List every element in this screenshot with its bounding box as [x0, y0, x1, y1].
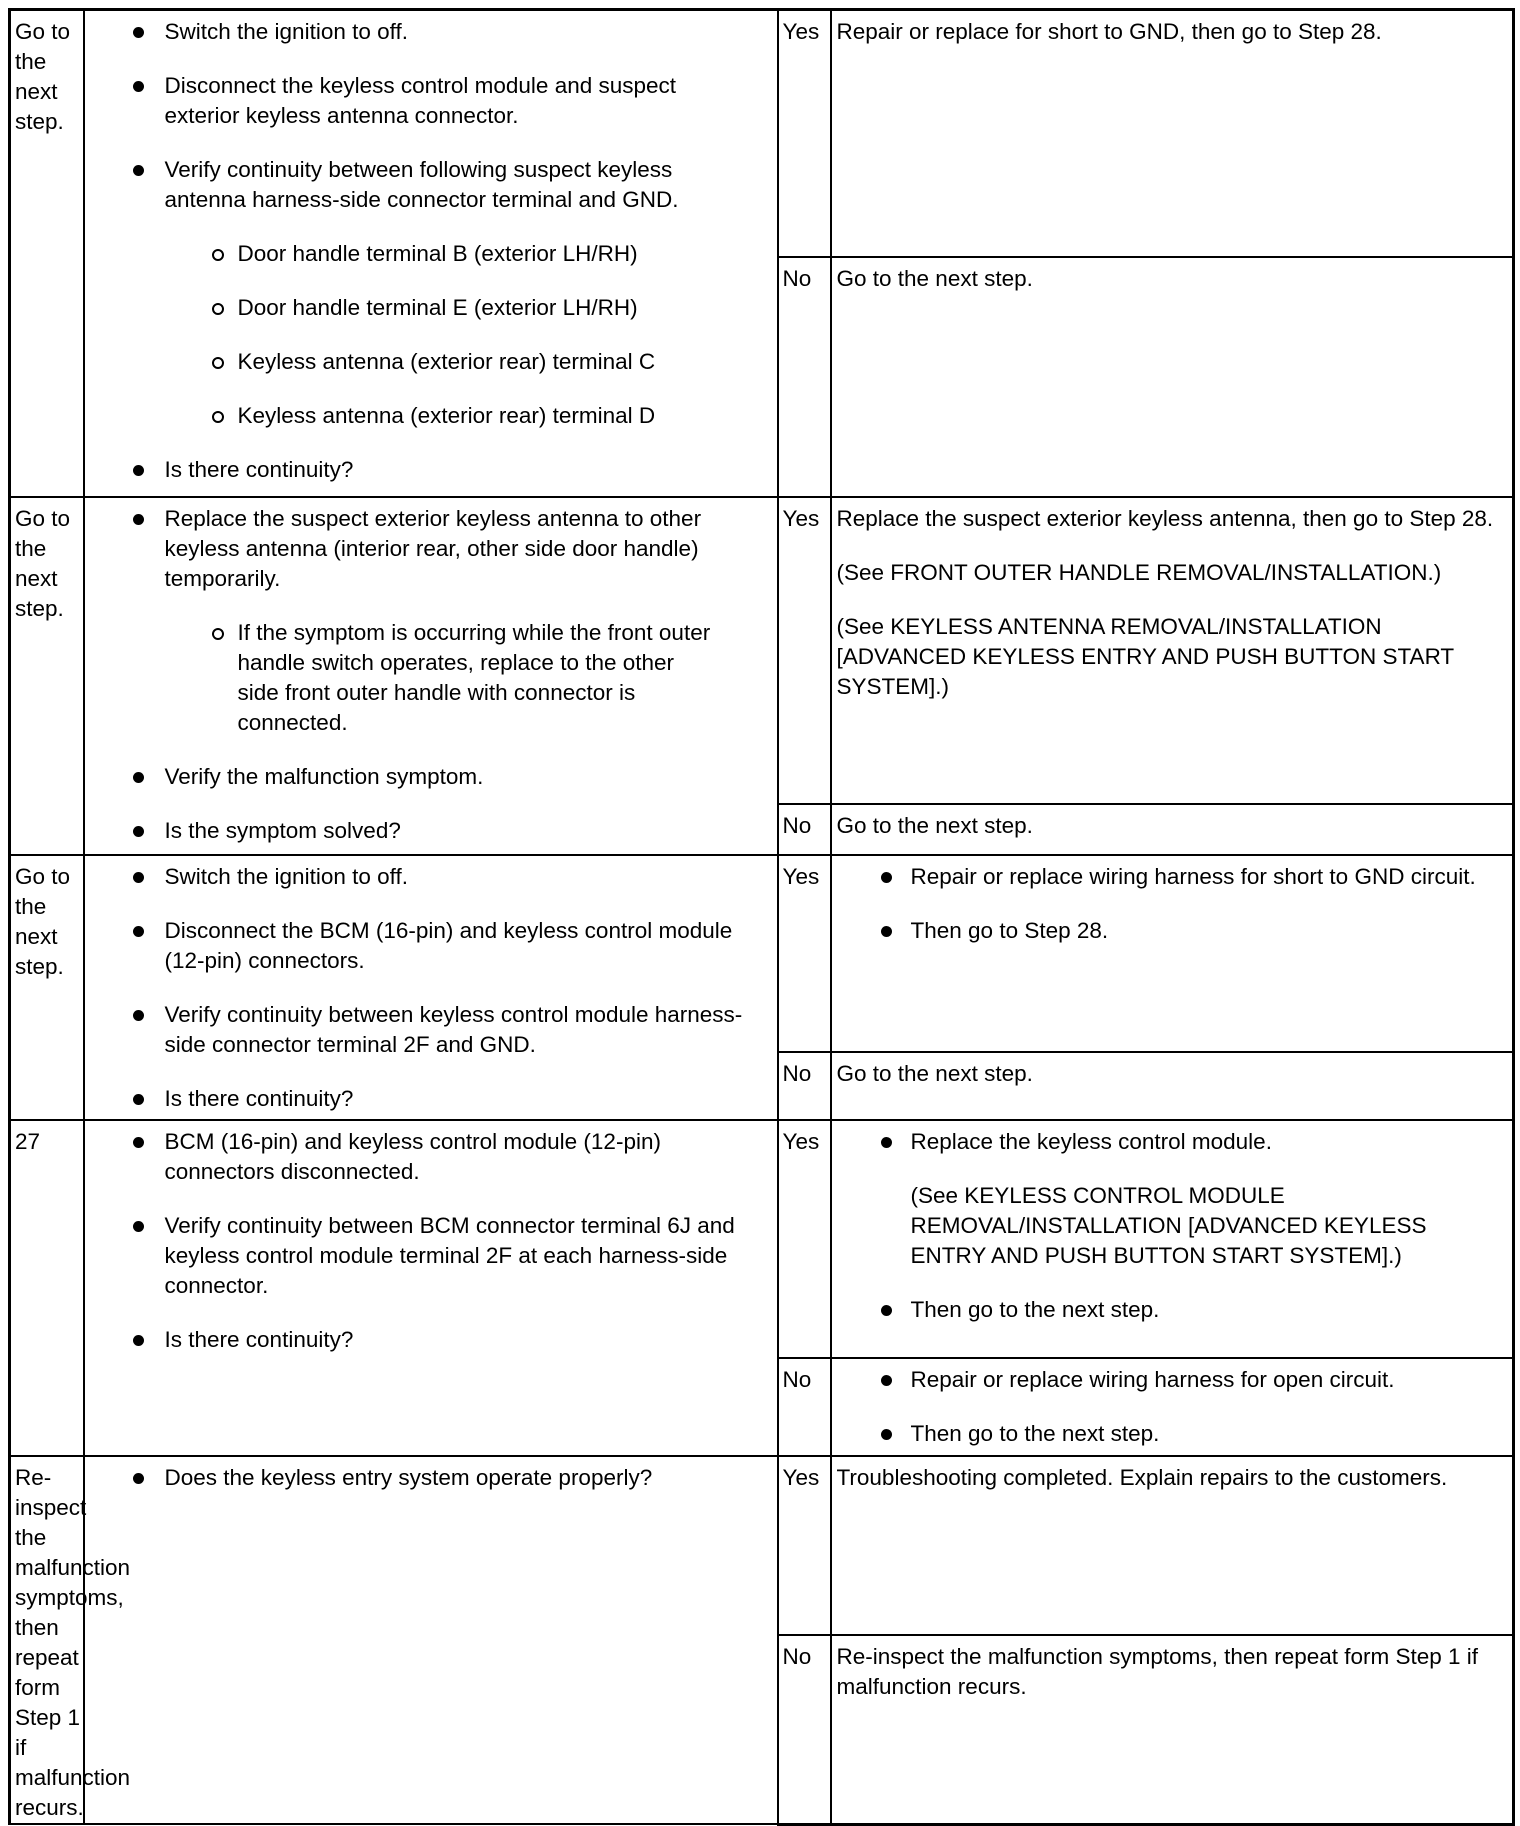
result-item: Replace the keyless control module. (See KEYLESS CONTROL MODULE REMOVAL/INSTALLATION [ADVANCED KEYLESS ENTRY AND PUSH BUTTON START SYSTEM].) [837, 1127, 1505, 1271]
table-row [10, 1456, 1514, 1635]
bullet-icon [133, 826, 144, 837]
yes-label: Yes [778, 1120, 831, 1358]
sub-item: Door handle terminal E (exterior LH/RH) [165, 293, 747, 323]
yes-label: Yes [778, 497, 831, 804]
bullet-icon [133, 1137, 144, 1148]
circle-bullet-icon [212, 357, 224, 369]
bullet-icon [881, 1429, 892, 1440]
step-actions [84, 497, 778, 855]
troubleshooting-table [8, 8, 1515, 1826]
bullet-icon [881, 926, 892, 937]
bullet-icon [133, 1473, 144, 1484]
no-label: No [778, 257, 831, 497]
sub-item: If the symptom is occurring while the front outer handle switch operates, replace to the other side front outer handle with connector is connected. [165, 618, 747, 738]
action-item: Switch the ignition to off. [85, 862, 777, 892]
result-item: Then go to Step 28. [837, 916, 1505, 946]
step-actions [84, 10, 778, 498]
no-label: No [778, 1358, 831, 1456]
bullet-icon [133, 926, 144, 937]
sub-item: Keyless antenna (exterior rear) terminal D [165, 401, 747, 431]
no-result: Go to the next step. [831, 1052, 1514, 1120]
result-item: Repair or replace wiring harness for short to GND circuit. [837, 862, 1505, 892]
action-item: Is there continuity? [85, 1084, 777, 1114]
bullet-icon [881, 872, 892, 883]
bullet-icon [133, 1010, 144, 1021]
action-item: Does the keyless entry system operate properly? [85, 1463, 777, 1493]
yes-result: Troubleshooting completed. Explain repairs to the customers. [831, 1456, 1514, 1635]
step-number: Go to the next step. [10, 10, 84, 498]
table-row [10, 1120, 1514, 1358]
yes-label: Yes [778, 1456, 831, 1635]
action-item: Is the symptom solved? [85, 816, 777, 846]
no-result: Go to the next step. [831, 257, 1514, 497]
action-item: Is there continuity? [85, 455, 777, 485]
step-number: 27 [10, 1120, 84, 1456]
no-label: No [778, 1635, 831, 1824]
circle-bullet-icon [212, 303, 224, 315]
step-number: Go to the next step. [10, 497, 84, 855]
no-label: No [778, 804, 831, 855]
action-item: Verify continuity between keyless control module harness-side connector terminal 2F and GND. [85, 1000, 777, 1060]
table-row [10, 855, 1514, 1052]
step-number: Re-inspect the malfunction symptoms, then repeat form Step 1 if malfunction recurs. [10, 1456, 84, 1824]
no-label: No [778, 1052, 831, 1120]
result-item: Then go to the next step. [837, 1295, 1505, 1325]
yes-result: Replace the suspect exterior keyless antenna, then go to Step 28. (See FRONT OUTER HANDLE REMOVAL/INSTALLATION.) (See KEYLESS ANTENNA REMOVAL/INSTALLATION [ADVANCED KEYLESS ENTRY AND PUSH BUTTON START SYSTEM].) [831, 497, 1514, 804]
bullet-icon [133, 872, 144, 883]
bullet-icon [133, 1094, 144, 1105]
bullet-icon [881, 1137, 892, 1148]
bullet-icon [133, 465, 144, 476]
circle-bullet-icon [212, 411, 224, 423]
table-row [10, 10, 1514, 258]
action-item: BCM (16-pin) and keyless control module (12-pin) connectors disconnected. [85, 1127, 777, 1187]
circle-bullet-icon [212, 628, 224, 640]
bullet-icon [133, 514, 144, 525]
no-result [831, 1358, 1514, 1456]
result-item: Repair or replace wiring harness for open circuit. [837, 1365, 1505, 1395]
bullet-icon [133, 27, 144, 38]
yes-result [831, 855, 1514, 1052]
bullet-icon [133, 81, 144, 92]
yes-result [831, 1120, 1514, 1358]
bullet-icon [133, 165, 144, 176]
action-item: Switch the ignition to off. [85, 17, 777, 47]
circle-bullet-icon [212, 249, 224, 261]
bullet-icon [133, 772, 144, 783]
bullet-icon [133, 1221, 144, 1232]
step-actions [84, 1120, 778, 1456]
action-item: Verify the malfunction symptom. [85, 762, 777, 792]
step-number: Go to the next step. [10, 855, 84, 1120]
step-actions [84, 1456, 778, 1824]
no-result: Re-inspect the malfunction symptoms, then repeat form Step 1 if malfunction recurs. [831, 1635, 1514, 1824]
sub-item: Keyless antenna (exterior rear) terminal C [165, 347, 747, 377]
action-item: Verify continuity between BCM connector terminal 6J and keyless control module terminal 2F at each harness-side connector. [85, 1211, 777, 1301]
step-actions [84, 855, 778, 1120]
result-item: Then go to the next step. [837, 1419, 1505, 1449]
table-row [10, 497, 1514, 804]
action-item: Disconnect the keyless control module and suspect exterior keyless antenna connector. [85, 71, 777, 131]
procedure-document [8, 8, 1512, 1820]
yes-label: Yes [778, 10, 831, 258]
yes-label: Yes [778, 855, 831, 1052]
reference-note: (See KEYLESS CONTROL MODULE REMOVAL/INSTALLATION [ADVANCED KEYLESS ENTRY AND PUSH BUTTON START SYSTEM].) [910, 1183, 1427, 1268]
action-item: Replace the suspect exterior keyless antenna to other keyless antenna (interior rear, other side door handle) temporarily. If the symptom is occurring while the front outer handle switch operates, replace to the other side front outer handle with connector is connected. [85, 504, 777, 738]
action-item: Verify continuity between following suspect keyless antenna harness-side connector terminal and GND. Door handle terminal B (exterior LH/RH) Door handle terminal E (exterior LH/RH) Keyless antenna (exterior rear) terminal C Keyless antenna (exterior rear) terminal D [85, 155, 777, 431]
action-item: Disconnect the BCM (16-pin) and keyless control module (12-pin) connectors. [85, 916, 777, 976]
bullet-icon [133, 1335, 144, 1346]
bullet-icon [881, 1375, 892, 1386]
bullet-icon [881, 1305, 892, 1316]
yes-result: Repair or replace for short to GND, then go to Step 28. [831, 10, 1514, 258]
no-result: Go to the next step. [831, 804, 1514, 855]
action-item: Is there continuity? [85, 1325, 777, 1355]
sub-item: Door handle terminal B (exterior LH/RH) [165, 239, 747, 269]
